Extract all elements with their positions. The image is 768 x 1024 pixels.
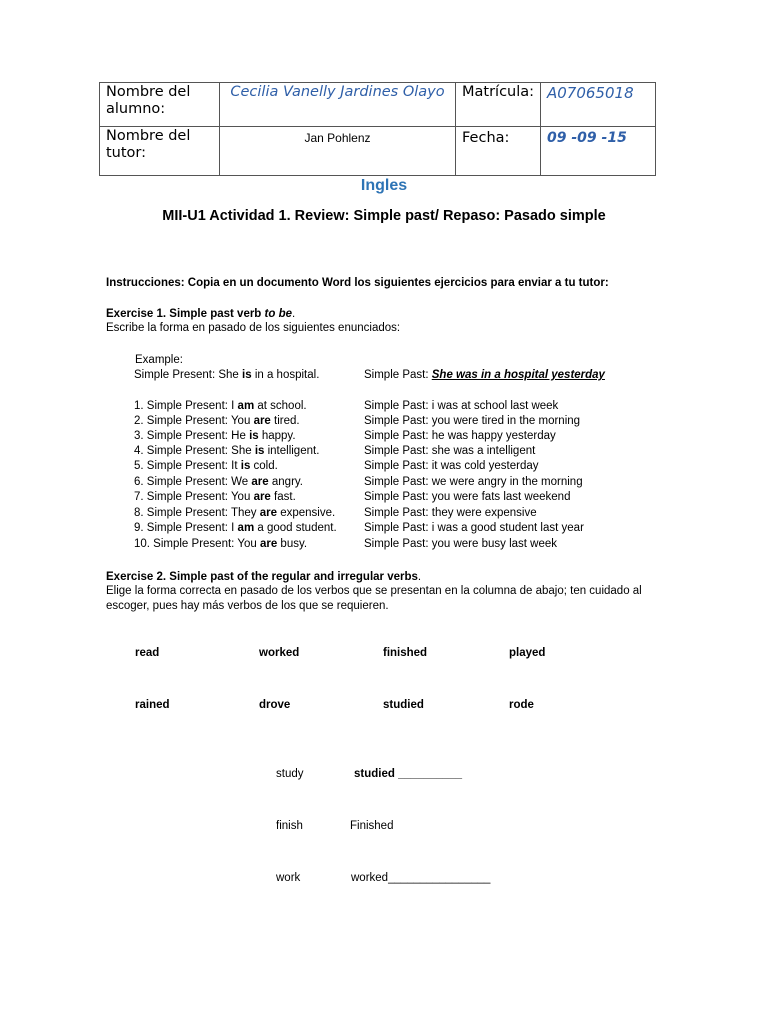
answer-field [354,768,462,780]
present-pre: 3. Simple Present: He [134,430,250,442]
matricula-value: A07065018 [541,83,656,127]
verb-bank-item: finished [383,647,428,659]
present-verb: is [254,445,265,457]
verb-bank-item: rained [135,699,170,711]
answer-text: studied [354,768,399,780]
present-post: expensive. [277,507,336,519]
exercise2-heading-text: Exercise 2. Simple past of the regular and irregular verbs [106,571,418,583]
present-sentence [134,522,337,534]
present-pre: 6. Simple Present: We [134,476,252,488]
present-post: happy. [258,430,296,442]
answer-verb: finish [276,820,303,832]
present-verb: is [240,460,251,472]
present-verb: are [259,538,278,550]
fecha-label: Fecha: [456,127,541,176]
past-answer: Simple Past: you were busy last week [364,538,558,550]
exercise1-heading-italic: to be [264,308,293,320]
answer-blank: __________ [398,768,463,780]
present-verb: am [237,522,255,534]
example-past [364,369,605,381]
present-pre: 7. Simple Present: You [134,491,254,503]
present-post: fast. [270,491,296,503]
present-post: angry. [268,476,303,488]
present-sentence [134,507,335,519]
answer-text: worked [351,872,389,884]
past-answer: Simple Past: you were fats last weekend [364,491,571,503]
present-sentence [134,415,300,427]
example-past-answer: She was in a hospital yesterday [431,369,605,381]
past-answer: Simple Past: she was a intelligent [364,445,536,457]
example-present-post: in a hospital. [251,369,320,381]
exercise1-description: Escribe la forma en pasado de los siguientes enunciados: [106,322,401,334]
present-pre: 9. Simple Present: I [134,522,238,534]
past-answer: Simple Past: i was a good student last year [364,522,584,534]
answer-field [351,872,490,884]
exercise2-description: Elige la forma correcta en pasado de los verbos que se presentan en la columna de abajo; ten cuidado al escoger, pues hay más verbos de los que se requieren. [106,585,642,612]
example-label: Example: [135,354,183,366]
example-present [134,369,319,381]
verb-bank-item: drove [259,699,291,711]
present-sentence [134,430,296,442]
student-name-value: Cecilia Vanelly Jardines Olayo [220,83,456,127]
verb-bank-item: played [509,647,546,659]
example-past-label: Simple Past: [364,369,432,381]
present-post: intelligent. [264,445,320,457]
answer-verb: work [276,872,301,884]
past-answer: Simple Past: it was cold yesterday [364,460,539,472]
exercise1-heading-text: Exercise 1. Simple past verb [106,308,265,320]
past-answer: Simple Past: they were expensive [364,507,537,519]
verb-bank-item: studied [383,699,424,711]
present-post: tired. [270,415,300,427]
instructions: Instrucciones: Copia en un documento Word los siguientes ejercicios para enviar a tu tutor: [106,277,609,289]
present-verb: are [251,476,269,488]
present-sentence [134,491,296,503]
example-present-pre: Simple Present: She [134,369,243,381]
exercise1-heading [106,307,295,322]
present-verb: are [253,491,271,503]
past-answer: Simple Past: we were angry in the morning [364,476,583,488]
present-sentence [134,538,307,550]
exercise2-heading-suffix: . [417,571,422,583]
present-sentence [134,400,307,412]
present-verb: are [259,507,277,519]
present-verb: is [249,430,259,442]
student-name-label: Nombre del alumno: [100,83,220,127]
verb-bank-item: read [135,647,160,659]
tutor-name-value: Jan Pohlenz [220,127,456,176]
verb-bank-item: rode [509,699,534,711]
present-sentence [134,445,319,457]
exercise1-heading-suffix: . [292,308,296,320]
fecha-value: 09 -09 -15 [541,127,656,176]
present-verb: are [253,415,271,427]
present-post: cold. [250,460,278,472]
present-pre: 1. Simple Present: I [134,400,238,412]
past-answer: Simple Past: he was happy yesterday [364,430,556,442]
present-sentence [134,460,278,472]
subject-heading: Ingles [360,177,408,194]
activity-title: MII-U1 Actividad 1. Review: Simple past/ Repaso: Pasado simple [162,208,606,224]
answer-verb: study [276,768,304,780]
past-answer: Simple Past: you were tired in the morning [364,415,581,427]
example-present-verb: is [242,369,252,381]
present-pre: 5. Simple Present: It [134,460,241,472]
answer-field [350,820,393,832]
present-post: busy. [277,538,308,550]
present-pre: 10. Simple Present: You [134,538,260,550]
present-pre: 8. Simple Present: They [134,507,260,519]
present-sentence [134,476,303,488]
present-post: at school. [254,400,307,412]
present-post: a good student. [254,522,337,534]
present-verb: am [237,400,255,412]
answer-blank: ________________ [388,872,491,884]
exercise2-heading [106,570,421,585]
present-pre: 4. Simple Present: She [134,445,255,457]
matricula-label: Matrícula: [456,83,541,127]
answer-text: Finished [350,820,394,832]
verb-bank-item: worked [259,647,300,659]
past-answer: Simple Past: i was at school last week [364,400,559,412]
present-pre: 2. Simple Present: You [134,415,254,427]
student-info-table [99,82,656,176]
tutor-name-label: Nombre del tutor: [100,127,220,176]
